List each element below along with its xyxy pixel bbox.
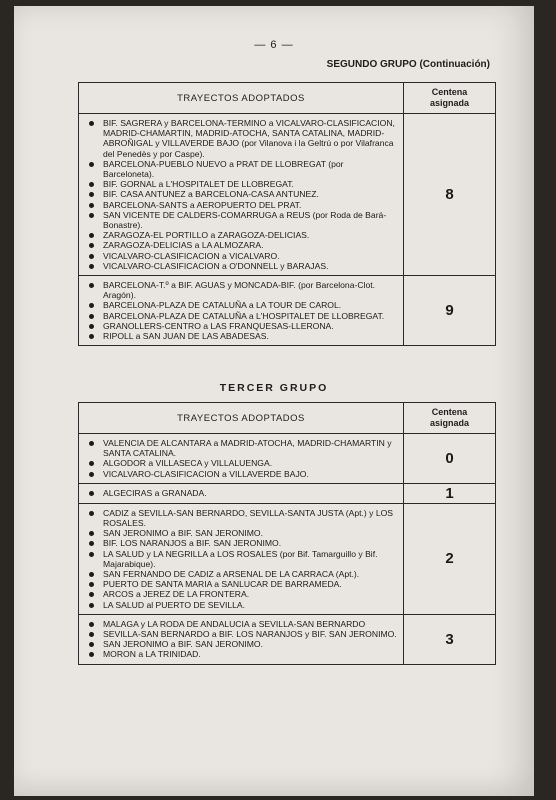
route-item: BARCELONA-PUEBLO NUEVO a PRAT DE LLOBREGAT (por Barceloneta).: [83, 159, 397, 179]
centena-header-line1: Centena: [431, 407, 468, 417]
centena-header-line1: Centena: [431, 87, 468, 97]
route-item: SAN JERONIMO a BIF. SAN JERONIMO.: [83, 639, 397, 649]
route-item: VICALVARO-CLASIFICACION a VILLAVERDE BAJO.: [83, 469, 397, 479]
table-row: [79, 483, 496, 503]
route-list: [83, 508, 397, 610]
route-item: BARCELONA-PLAZA DE CATALUÑA a L'HOSPITALET DE LLOBREGAT.: [83, 311, 397, 321]
table-row: [79, 114, 496, 276]
tercer-grupo-body: [79, 434, 496, 665]
route-list: [83, 118, 397, 271]
route-item: SEVILLA-SAN BERNARDO a BIF. LOS NARANJOS y BIF. SAN JERONIMO.: [83, 629, 397, 639]
route-list: [83, 488, 397, 498]
centena-value: 9: [404, 276, 496, 346]
route-item: CADIZ a SEVILLA-SAN BERNARDO, SEVILLA-SANTA JUSTA (Apt.) y LOS ROSALES.: [83, 508, 397, 528]
route-item: PUERTO DE SANTA MARIA a SANLUCAR DE BARRAMEDA.: [83, 579, 397, 589]
route-item: ARCOS a JEREZ DE LA FRONTERA.: [83, 589, 397, 599]
centena-value: 3: [404, 614, 496, 664]
routes-cell: [79, 276, 404, 346]
route-item: BIF. LOS NARANJOS a BIF. SAN JERONIMO.: [83, 538, 397, 548]
route-item: BARCELONA-T.º a BIF. AGUAS y MONCADA-BIF. (por Barcelona-Clot. Aragón).: [83, 280, 397, 300]
route-item: ZARAGOZA-DELICIAS a LA ALMOZARA.: [83, 240, 397, 250]
route-item: MORON a LA TRINIDAD.: [83, 649, 397, 659]
route-item: ZARAGOZA-EL PORTILLO a ZARAGOZA-DELICIAS.: [83, 230, 397, 240]
table-row: [79, 434, 496, 484]
tercer-grupo-heading: TERCER GRUPO: [219, 382, 329, 394]
document-page: [14, 6, 534, 796]
route-list: [83, 438, 397, 479]
segundo-grupo-body: [79, 114, 496, 346]
centena-value: 1: [404, 483, 496, 503]
route-item: ALGODOR a VILLASECA y VILLALUENGA.: [83, 458, 397, 468]
routes-cell: [79, 434, 404, 484]
table-header-row: [79, 403, 496, 434]
centena-value: 2: [404, 503, 496, 614]
route-list: [83, 280, 397, 341]
route-item: SAN JERONIMO a BIF. SAN JERONIMO.: [83, 528, 397, 538]
routes-cell: [79, 614, 404, 664]
route-item: RIPOLL a SAN JUAN DE LAS ABADESAS.: [83, 331, 397, 341]
centena-value: 8: [404, 114, 496, 276]
table-header-row: [79, 83, 496, 114]
table-row: [79, 503, 496, 614]
table-row: [79, 614, 496, 664]
routes-column-header: TRAYECTOS ADOPTADOS: [79, 403, 404, 434]
centena-value: 0: [404, 434, 496, 484]
centena-header-line2: asignada: [429, 418, 469, 428]
route-item: BARCELONA-PLAZA DE CATALUÑA a LA TOUR DE CAROL.: [83, 300, 397, 310]
route-item: BARCELONA-SANTS a AEROPUERTO DEL PRAT.: [83, 200, 397, 210]
page-number: — 6 —: [254, 39, 294, 51]
routes-column-header: TRAYECTOS ADOPTADOS: [79, 83, 404, 114]
route-item: VALENCIA DE ALCANTARA a MADRID-ATOCHA, MADRID-CHAMARTIN y SANTA CATALINA.: [83, 438, 397, 458]
centena-column-header: [404, 83, 496, 114]
route-item: ALGECIRAS a GRANADA.: [83, 488, 397, 498]
route-item: MALAGA y LA RODA DE ANDALUCIA a SEVILLA-SAN BERNARDO: [83, 619, 397, 629]
centena-column-header: [404, 403, 496, 434]
route-item: LA SALUD al PUERTO DE SEVILLA.: [83, 600, 397, 610]
segundo-grupo-table: [78, 82, 496, 346]
routes-cell: [79, 483, 404, 503]
route-item: SAN VICENTE DE CALDERS-COMARRUGA a REUS (por Roda de Bará-Bonastre).: [83, 210, 397, 230]
tercer-grupo-table: [78, 402, 496, 665]
route-item: GRANOLLERS-CENTRO a LAS FRANQUESAS-LLERONA.: [83, 321, 397, 331]
route-item: LA SALUD y LA NEGRILLA a LOS ROSALES (por Bif. Tamarguillo y Bif. Majarabique).: [83, 549, 397, 569]
segundo-grupo-heading: SEGUNDO GRUPO (Continuación): [326, 59, 490, 70]
route-item: VICALVARO-CLASIFICACION a O'DONNELL y BARAJAS.: [83, 261, 397, 271]
route-item: BIF. SAGRERA y BARCELONA-TERMINO a VICALVARO-CLASIFICACION, MADRID-CHAMARTIN, MADRID-ATOCHA, SANTA CATALINA, MADRID-ABROÑIGAL y VILLAVERDE BAJO (por Vilanova i la Geltrú o por Vilafranca del Penedès y por Caspe).: [83, 118, 397, 159]
route-item: SAN FERNANDO DE CADIZ a ARSENAL DE LA CARRACA (Apt.).: [83, 569, 397, 579]
centena-header-line2: asignada: [429, 98, 469, 108]
route-item: VICALVARO-CLASIFICACION a VICALVARO.: [83, 251, 397, 261]
route-item: BIF. CASA ANTUNEZ a BARCELONA-CASA ANTUNEZ.: [83, 189, 397, 199]
table-row: [79, 276, 496, 346]
routes-cell: [79, 503, 404, 614]
routes-cell: [79, 114, 404, 276]
route-item: BIF. GORNAL a L'HOSPITALET DE LLOBREGAT.: [83, 179, 397, 189]
route-list: [83, 619, 397, 660]
